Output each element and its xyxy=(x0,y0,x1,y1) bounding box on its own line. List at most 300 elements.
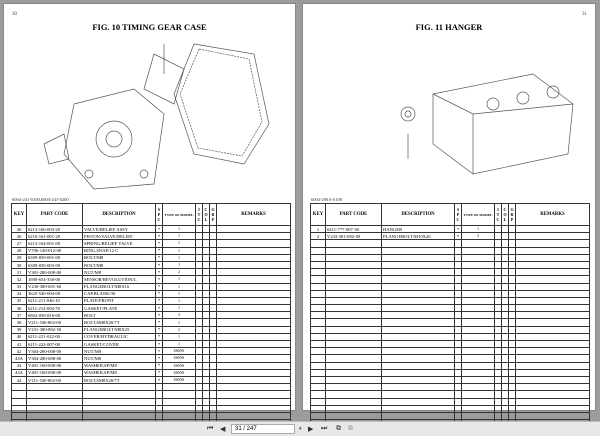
remarks-cell xyxy=(516,333,590,340)
description-cell xyxy=(83,398,156,405)
part-code-cell xyxy=(326,405,382,412)
itc-cell xyxy=(196,233,203,240)
description-cell xyxy=(382,326,455,333)
itc-cell xyxy=(196,348,203,355)
spc-cell xyxy=(455,247,462,254)
remarks-cell xyxy=(516,348,590,355)
grp-cell xyxy=(210,233,217,240)
itc-cell xyxy=(495,355,502,362)
table-row xyxy=(311,276,590,283)
type-cell xyxy=(163,412,196,419)
col-cell xyxy=(203,233,210,240)
page-number: 31 xyxy=(582,12,587,17)
type-cell: 3 xyxy=(163,312,196,319)
key-cell: 27 xyxy=(12,240,27,247)
page-dropdown-icon[interactable]: ▾ xyxy=(299,426,302,432)
key-cell xyxy=(311,355,326,362)
grp-cell xyxy=(509,319,516,326)
part-code-cell xyxy=(27,405,83,412)
part-code-cell xyxy=(326,269,382,276)
spc-cell xyxy=(455,369,462,376)
grp-cell xyxy=(509,240,516,247)
part-code-cell: V706-140-012-00 xyxy=(27,247,83,254)
col-cell xyxy=(502,391,509,398)
key-cell: 1 xyxy=(311,226,326,233)
description-cell xyxy=(382,254,455,261)
table-row xyxy=(12,312,291,319)
col-cell xyxy=(502,226,509,233)
key-cell xyxy=(12,412,27,419)
table-row xyxy=(311,348,590,355)
remarks-cell xyxy=(217,333,291,340)
key-cell: 39 xyxy=(12,326,27,333)
col-cell xyxy=(203,261,210,268)
spc-cell xyxy=(156,405,163,412)
key-cell xyxy=(12,384,27,391)
description-cell xyxy=(382,369,455,376)
spc-cell xyxy=(455,269,462,276)
col-cell xyxy=(502,305,509,312)
description-cell xyxy=(382,319,455,326)
header-type: TYPE OF MODEL xyxy=(163,204,196,226)
table-row xyxy=(311,226,590,233)
grp-cell xyxy=(509,233,516,240)
itc-cell xyxy=(495,226,502,233)
part-code-cell xyxy=(326,240,382,247)
grp-cell xyxy=(509,297,516,304)
part-code-cell: V304-280-008-00 xyxy=(27,348,83,355)
copy-icon[interactable]: ⧉ xyxy=(336,425,341,432)
key-cell: 38 xyxy=(12,319,27,326)
col-cell xyxy=(203,319,210,326)
grp-cell xyxy=(509,391,516,398)
table-row xyxy=(311,247,590,254)
col-cell xyxy=(203,276,210,283)
remarks-cell xyxy=(217,341,291,348)
description-cell xyxy=(382,412,455,419)
remarks-cell xyxy=(217,312,291,319)
type-cell xyxy=(462,254,495,261)
description-cell: GASKET/PLATE xyxy=(83,305,156,312)
header-itc: I T C xyxy=(196,204,203,226)
col-cell xyxy=(203,341,210,348)
col-cell xyxy=(203,240,210,247)
grp-cell xyxy=(509,247,516,254)
remarks-cell xyxy=(217,348,291,355)
itc-cell xyxy=(196,369,203,376)
table-row xyxy=(12,283,291,290)
table-row xyxy=(12,341,291,348)
itc-cell xyxy=(196,341,203,348)
grp-cell xyxy=(509,405,516,412)
part-code-cell: V211-540-802-00 xyxy=(27,319,83,326)
spc-cell: * xyxy=(156,233,163,240)
itc-cell xyxy=(196,376,203,383)
remarks-cell xyxy=(217,369,291,376)
part-code-cell: V304-280-008-00 xyxy=(27,355,83,362)
grp-cell xyxy=(509,290,516,297)
part-code-cell xyxy=(27,384,83,391)
itc-cell xyxy=(495,276,502,283)
part-code-cell xyxy=(326,276,382,283)
key-cell xyxy=(311,312,326,319)
part-code-cell xyxy=(326,341,382,348)
table-row xyxy=(12,355,291,362)
grp-cell xyxy=(210,348,217,355)
itc-cell xyxy=(495,376,502,383)
part-code-cell: V401-160-008-00 xyxy=(27,369,83,376)
part-code-cell: 6213-160-003-20 xyxy=(27,226,83,233)
part-code-cell xyxy=(326,254,382,261)
header-grp: G R P xyxy=(210,204,217,226)
key-cell: 26 xyxy=(12,233,27,240)
remarks-cell xyxy=(516,226,590,233)
description-cell xyxy=(382,283,455,290)
table-row xyxy=(311,233,590,240)
last-page-button[interactable]: ⏭ xyxy=(321,425,328,432)
key-cell xyxy=(311,326,326,333)
remarks-cell xyxy=(516,391,590,398)
part-code-cell xyxy=(326,398,382,405)
remarks-cell xyxy=(516,312,590,319)
col-cell xyxy=(502,348,509,355)
type-cell xyxy=(462,398,495,405)
table-row xyxy=(12,319,291,326)
col-cell xyxy=(203,269,210,276)
table-row xyxy=(12,362,291,369)
remarks-cell xyxy=(217,283,291,290)
description-cell xyxy=(83,412,156,419)
previous-page-button[interactable]: ◀ xyxy=(220,426,226,433)
header-spc: S P C xyxy=(455,204,462,226)
description-cell xyxy=(382,376,455,383)
spc-cell xyxy=(455,384,462,391)
spc-cell xyxy=(455,412,462,419)
table-row xyxy=(311,297,590,304)
description-cell xyxy=(382,312,455,319)
itc-cell xyxy=(196,391,203,398)
remarks-cell xyxy=(516,405,590,412)
grp-cell xyxy=(210,226,217,233)
itc-cell xyxy=(196,355,203,362)
itc-cell xyxy=(495,391,502,398)
spc-cell xyxy=(455,305,462,312)
type-cell xyxy=(462,405,495,412)
figure-title: FIG. 10 TIMING GEAR CASE xyxy=(92,22,207,32)
header-remarks: REMARKS xyxy=(217,204,291,226)
part-code-cell: 6210-161-001-20 xyxy=(27,233,83,240)
type-cell: 1 xyxy=(163,247,196,254)
col-cell xyxy=(502,412,509,419)
grp-cell xyxy=(210,261,217,268)
col-cell xyxy=(203,226,210,233)
first-page-button[interactable]: ⏮ xyxy=(207,425,214,432)
description-cell: NUT/M8 xyxy=(83,348,156,355)
remarks-cell xyxy=(516,398,590,405)
table-row xyxy=(311,362,590,369)
part-code-cell: 6211-211-046-10 xyxy=(27,297,83,304)
itc-cell xyxy=(495,233,502,240)
remarks-cell xyxy=(217,297,291,304)
header-grp: G R P xyxy=(509,204,516,226)
description-cell xyxy=(382,398,455,405)
key-cell: 36 xyxy=(12,305,27,312)
description-cell: SPRING/RELIEF VALVE xyxy=(83,240,156,247)
type-cell xyxy=(462,290,495,297)
table-row xyxy=(311,240,590,247)
type-cell xyxy=(462,376,495,383)
description-cell: NUT/M8 xyxy=(83,269,156,276)
remarks-cell xyxy=(516,355,590,362)
grp-cell xyxy=(509,384,516,391)
type-cell: 1 xyxy=(163,240,196,247)
col-cell xyxy=(502,333,509,340)
grp-cell xyxy=(509,348,516,355)
type-cell: 1 xyxy=(163,233,196,240)
description-cell: RING,SNAP/12 C xyxy=(83,247,156,254)
grp-cell xyxy=(210,384,217,391)
col-cell xyxy=(203,384,210,391)
grp-cell xyxy=(210,405,217,412)
itc-cell xyxy=(495,369,502,376)
col-cell xyxy=(502,362,509,369)
type-cell xyxy=(462,369,495,376)
part-code-cell: 6211-222-007-00 xyxy=(27,341,83,348)
itc-cell xyxy=(495,412,502,419)
col-cell xyxy=(203,326,210,333)
paste-icon[interactable]: ⧉ xyxy=(348,425,353,432)
type-cell: 1 xyxy=(163,333,196,340)
header-col: C O L xyxy=(203,204,210,226)
spc-cell: * xyxy=(156,226,163,233)
part-code-cell xyxy=(326,333,382,340)
description-cell: SENSOR/REVOLUTION/L xyxy=(83,276,156,283)
key-cell xyxy=(311,247,326,254)
description-cell: BOLT/M8 xyxy=(83,261,156,268)
col-cell xyxy=(502,376,509,383)
description-cell xyxy=(83,405,156,412)
grp-cell xyxy=(210,412,217,419)
remarks-cell xyxy=(217,384,291,391)
spc-cell: * xyxy=(455,226,462,233)
grp-cell xyxy=(210,297,217,304)
remarks-cell xyxy=(516,305,590,312)
grp-cell xyxy=(210,305,217,312)
table-row xyxy=(311,384,590,391)
description-cell: BOLT,SM8X20/7T xyxy=(83,376,156,383)
spc-cell xyxy=(455,326,462,333)
part-code-cell: V401-160-008-00 xyxy=(27,362,83,369)
itc-cell xyxy=(196,412,203,419)
remarks-cell xyxy=(217,412,291,419)
part-code-cell xyxy=(326,297,382,304)
itc-cell xyxy=(495,326,502,333)
itc-cell xyxy=(196,240,203,247)
grp-cell xyxy=(210,398,217,405)
col-cell xyxy=(203,369,210,376)
description-cell xyxy=(382,348,455,355)
spc-cell xyxy=(455,405,462,412)
part-code-cell xyxy=(326,362,382,369)
figure-title: FIG. 11 HANGER xyxy=(415,22,483,32)
key-cell xyxy=(311,412,326,419)
itc-cell xyxy=(495,269,502,276)
grp-cell xyxy=(210,290,217,297)
itc-cell xyxy=(196,398,203,405)
description-cell: COVER/HYDRAULIC xyxy=(83,333,156,340)
type-cell: 1 xyxy=(163,226,196,233)
col-cell xyxy=(203,355,210,362)
type-cell: 2 xyxy=(163,269,196,276)
part-code-cell: 6309-050-003-00 xyxy=(27,261,83,268)
description-cell: VALVE/RELIEF ASSY xyxy=(83,226,156,233)
remarks-cell xyxy=(217,240,291,247)
part-code-cell: V231-380-802-50 xyxy=(27,326,83,333)
col-cell xyxy=(502,312,509,319)
itc-cell xyxy=(196,247,203,254)
type-cell: 1 xyxy=(462,226,495,233)
page-left xyxy=(3,3,296,411)
description-cell: WASHER,SP/M8 xyxy=(83,362,156,369)
key-cell xyxy=(311,376,326,383)
type-cell: SS0/SS xyxy=(163,376,196,383)
part-code-cell xyxy=(326,326,382,333)
key-cell xyxy=(311,297,326,304)
remarks-cell xyxy=(217,319,291,326)
grp-cell xyxy=(210,319,217,326)
remarks-cell xyxy=(516,384,590,391)
key-cell xyxy=(311,405,326,412)
spc-cell xyxy=(455,391,462,398)
type-cell xyxy=(462,312,495,319)
table-row xyxy=(311,333,590,340)
spc-cell: * xyxy=(156,348,163,355)
col-cell xyxy=(203,305,210,312)
key-cell xyxy=(12,391,27,398)
spc-cell: * xyxy=(156,355,163,362)
col-cell xyxy=(203,412,210,419)
itc-cell xyxy=(196,319,203,326)
table-row xyxy=(12,247,291,254)
table-row xyxy=(12,391,291,398)
grp-cell xyxy=(509,261,516,268)
remarks-cell xyxy=(516,247,590,254)
key-cell: 40 xyxy=(12,333,27,340)
key-cell: 41 xyxy=(12,341,27,348)
itc-cell xyxy=(196,384,203,391)
key-cell xyxy=(311,369,326,376)
remarks-cell xyxy=(217,391,291,398)
part-code-cell: 6211-777-007-30 xyxy=(326,226,382,233)
remarks-cell xyxy=(516,290,590,297)
itc-cell xyxy=(196,290,203,297)
type-cell: 1 xyxy=(163,261,196,268)
description-cell xyxy=(382,240,455,247)
table-row xyxy=(12,290,291,297)
itc-cell xyxy=(495,333,502,340)
key-cell: 37 xyxy=(12,312,27,319)
itc-cell xyxy=(196,405,203,412)
remarks-cell xyxy=(516,254,590,261)
grp-cell xyxy=(509,341,516,348)
part-code-cell xyxy=(326,247,382,254)
grp-cell xyxy=(210,369,217,376)
type-cell xyxy=(462,412,495,419)
key-cell: 33 xyxy=(12,283,27,290)
itc-cell xyxy=(196,276,203,283)
remarks-cell xyxy=(217,254,291,261)
key-cell: 31 xyxy=(12,269,27,276)
key-cell xyxy=(311,290,326,297)
itc-cell xyxy=(495,384,502,391)
spc-cell: * xyxy=(156,341,163,348)
header-remarks: REMARKS xyxy=(516,204,590,226)
description-cell: NUT/M8 xyxy=(83,355,156,362)
col-cell xyxy=(502,319,509,326)
description-cell: PISTON/VALVE/RELIEF xyxy=(83,233,156,240)
remarks-cell xyxy=(516,376,590,383)
spc-cell: * xyxy=(156,333,163,340)
remarks-cell xyxy=(516,326,590,333)
col-cell xyxy=(502,384,509,391)
next-page-button[interactable]: ▶ xyxy=(308,426,314,433)
part-code-cell xyxy=(326,355,382,362)
spc-cell xyxy=(455,319,462,326)
remarks-cell xyxy=(217,226,291,233)
part-code-cell xyxy=(326,384,382,391)
spc-cell xyxy=(455,355,462,362)
spc-cell: * xyxy=(156,247,163,254)
table-row xyxy=(12,233,291,240)
header-key: KEY xyxy=(311,204,326,226)
remarks-cell xyxy=(516,341,590,348)
spc-cell xyxy=(455,240,462,247)
part-code-cell xyxy=(326,261,382,268)
key-cell xyxy=(311,333,326,340)
page-number-input[interactable]: 31 / 247 xyxy=(231,424,295,434)
key-cell: 30 xyxy=(12,261,27,268)
remarks-cell xyxy=(516,412,590,419)
grp-cell xyxy=(509,305,516,312)
type-cell: 1 xyxy=(163,283,196,290)
key-cell xyxy=(311,384,326,391)
type-cell xyxy=(462,333,495,340)
grp-cell xyxy=(210,283,217,290)
part-code-cell: 6802-050-816-00 xyxy=(27,312,83,319)
itc-cell xyxy=(196,283,203,290)
remarks-cell xyxy=(217,269,291,276)
remarks-cell xyxy=(217,326,291,333)
remarks-cell xyxy=(217,305,291,312)
type-cell: 1 xyxy=(163,341,196,348)
part-code-cell: 6211-212-004-70 xyxy=(27,305,83,312)
page-number: 30 xyxy=(12,12,17,17)
key-cell xyxy=(311,283,326,290)
type-cell: SS0/SS xyxy=(163,355,196,362)
itc-cell xyxy=(495,362,502,369)
key-cell: 34 xyxy=(12,290,27,297)
table-row xyxy=(311,369,590,376)
table-row xyxy=(12,269,291,276)
col-cell xyxy=(203,290,210,297)
type-cell: 1 xyxy=(163,319,196,326)
description-cell: PLATE/FRONT xyxy=(83,297,156,304)
grp-cell xyxy=(210,240,217,247)
key-cell xyxy=(311,319,326,326)
table-row xyxy=(311,305,590,312)
key-cell xyxy=(311,391,326,398)
table-row xyxy=(12,376,291,383)
